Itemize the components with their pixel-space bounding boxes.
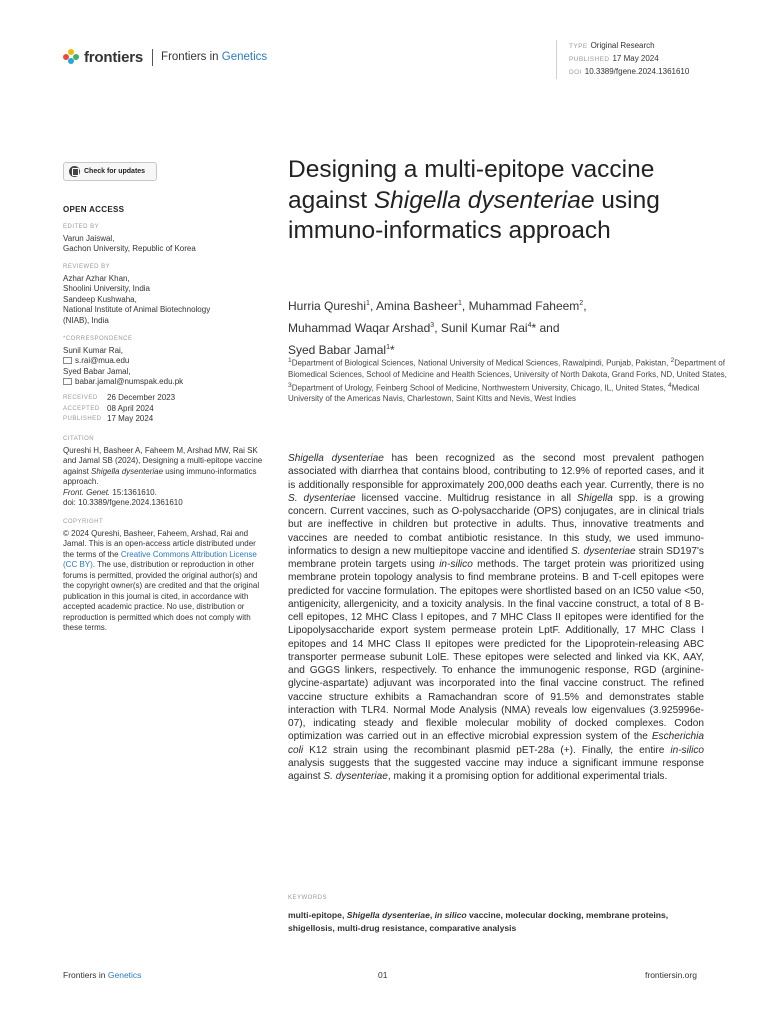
article-title: Designing a multi-epitope vaccine against Shigella dysenteriae using immuno-informatics approach	[288, 156, 660, 244]
author-separator: * and	[531, 321, 560, 335]
author-separator: *	[389, 343, 395, 357]
article-meta: TYPE Original Research PUBLISHED 17 May 2024 DOI 10.3389/fgene.2024.1361610	[556, 40, 689, 79]
keywords-label: KEYWORDS	[288, 895, 328, 901]
check-updates-icon	[69, 166, 80, 177]
abstract: Shigella dysenteriae has been recognized as the second most prevalent pathogen associated with diarrhea that contains blood, contributing to 12.9% of reported cases, and it is additionally responsible for approximately 200,000 deaths each year. Currently, there is no S. dysenteriae licensed vaccine. Multidrug resistance in all Shigella spp. is a growing concern. Current vaccines, such as O-polysaccharide (OPS) conjugates, are in clinical trials but are ineffective in children but protective in adults. Thus, innovative treatments and vaccines are needed to combat antibiotic resistance. In this study, we used immuno-informatics to design a new multiepitope vaccine and identified S. dysenteriae strain SD197's membrane protein targets using in-silico methods. The target protein was prioritized using membrane protein topology analysis to find membrane proteins. B and T-cell epitopes were predicted for vaccine formulation. The epitopes were shortlisted based on an IC50 value <50, antigenicity, allergenicity, and a toxicity analysis. In the final vaccine construct, a total of 8 B-cell epitopes, 12 MHC Class I epitopes, and 7 MHC Class II epitopes were identified for the Lipopolysaccharide export system permease protein LptF. Additionally, 17 MHC Class I epitopes and 14 MHC Class II epitopes were predicted for the Lipoprotein-releasing ABC transporter permease subunit LolE. These epitopes were selected and linked via KK, AAY, and GGGS linkers, respectively. To enhance the immunogenic response, RGD (arginine-glycine-aspartate) adjuvant was incorporated into the final vaccine construct. The refined vaccine structure exhibits a Ramachandran score of 91.5% and demonstrates stable interaction with TLR4. Normal Mode Analysis (NMA) reveals low eigenvalues (3.925996e-07), indicating steady and flexible molecular mobility of docked complexes. Codon optimization was carried out in an effective microbial expression system of the Escherichia coli K12 strain using the recombinant plasmid pET-28a (+). Finally, the entire in-silico analysis suggests that the suggested vaccine may induce a significant immune response against S. dysenteriae, making it a promising option for additional experimental trials.	[288, 453, 704, 782]
frontiers-logo-icon	[63, 49, 79, 65]
author-list	[288, 294, 728, 360]
author-separator: ,	[583, 299, 587, 313]
copyright-section: COPYRIGHT © 2024 Qureshi, Basheer, Faheem, Arshad, Rai and Jamal. This is an open-access article distributed under the terms of the Creative Commons Attribution License (CC BY). The use, distribution or reproduction in other forums is permitted, provided the original author(s) and the copyright owner(s) are credited and that the original publication in this journal is cited, in accordance with accepted academic practice. No use, distribution or reproduction is permitted which does not comply with these terms.	[63, 519, 260, 632]
email-icon	[63, 357, 72, 364]
citation-doi[interactable]: doi: 10.3389/fgene.2024.1361610	[63, 498, 183, 507]
author-separator: ,	[434, 321, 441, 335]
correspondence-section: *CORRESPONDENCE Sunil Kumar Rai, s.rai@mua.edu Syed Babar Jamal, babar.jamal@numspak.edu.pk	[63, 336, 184, 386]
published-date: 17 May 2024	[612, 54, 659, 63]
divider	[152, 49, 153, 66]
email-link[interactable]: babar.jamal@numspak.edu.pk	[75, 377, 184, 386]
author-name[interactable]: Amina Basheer	[375, 299, 458, 313]
journal-header	[63, 47, 267, 67]
dates-section: RECEIVED 26 December 2023 ACCEPTED 08 April 2024 PUBLISHED 17 May 2024	[63, 393, 176, 423]
author-affiliation-mark: 3	[430, 322, 435, 329]
author-name[interactable]: Muhammad Faheem	[468, 299, 580, 313]
affiliations: $^1$Department of Biological Sciences, National University of Medical Sciences, Rawalpindi, Punjab, Pakistan, $^2$Department of Biomedical Sciences, School of Medicine and Health Sciences, University of North Dakota, Grand Forks, ND, United States, $^3$Department of Urology, Feinberg School of Medicine, Northwestern University, Chicago, IL, United States, $^4$Medical University of the Americas Navis, Charlestown, Saint Kitts and Nevis, West Indies	[288, 357, 727, 404]
footer-journal[interactable]: Frontiers in Genetics	[63, 970, 142, 980]
author-name[interactable]: Muhammad Waqar Arshad	[288, 321, 431, 335]
page-number: 01	[378, 970, 388, 980]
footer-site-link[interactable]: frontiersin.org	[645, 970, 697, 980]
author-affiliation-mark: 1	[458, 300, 462, 307]
journal-name[interactable]: Frontiers in Genetics	[161, 51, 268, 63]
author-affiliation-mark: 2	[579, 300, 584, 307]
author-affiliation-mark: 4	[527, 322, 532, 329]
article-type: Original Research	[590, 41, 655, 50]
edited-by-section: EDITED BY Varun Jaiswal, Gachon University, Republic of Korea	[63, 224, 196, 253]
check-for-updates-button[interactable]: Check for updates	[63, 162, 157, 181]
author-separator: ,	[461, 299, 469, 313]
author-name[interactable]: Sunil Kumar Rai	[440, 321, 528, 335]
doi[interactable]: 10.3389/fgene.2024.1361610	[584, 67, 690, 76]
author-affiliation-mark: 1	[366, 300, 370, 307]
license-link[interactable]: Creative Commons Attribution License (CC BY)	[63, 549, 257, 569]
open-access-label: OPEN ACCESS	[63, 205, 125, 214]
keywords: multi-epitope, Shigella dysenteriae, in silico vaccine, molecular docking, membrane proteins, shigellosis, multi-drug resistance, comparative analysis	[288, 910, 669, 933]
email-link[interactable]: s.rai@mua.edu	[75, 356, 130, 365]
citation-section: CITATION Qureshi H, Basheer A, Faheem M, Arshad MW, Rai SK and Jamal SB (2024), Designing a multi-epitope vaccine against Shigella dysenteriae using immuno-informatics approach. Front. Genet. 15:1361610. doi: 10.3389/fgene.2024.1361610	[63, 436, 263, 507]
email-icon	[63, 378, 72, 385]
reviewed-by-section: REVIEWED BY Azhar Azhar Khan, Shoolini University, India Sandeep Kushwaha, National Institute of Animal Biotechnology (NIAB), India	[63, 264, 211, 325]
author-name[interactable]: Hurria Qureshi	[288, 299, 367, 313]
author-name[interactable]: Syed Babar Jamal	[288, 343, 387, 357]
author-separator: ,	[369, 299, 376, 313]
author-affiliation-mark: 1	[386, 344, 390, 351]
brand-name: frontiers	[84, 48, 144, 66]
